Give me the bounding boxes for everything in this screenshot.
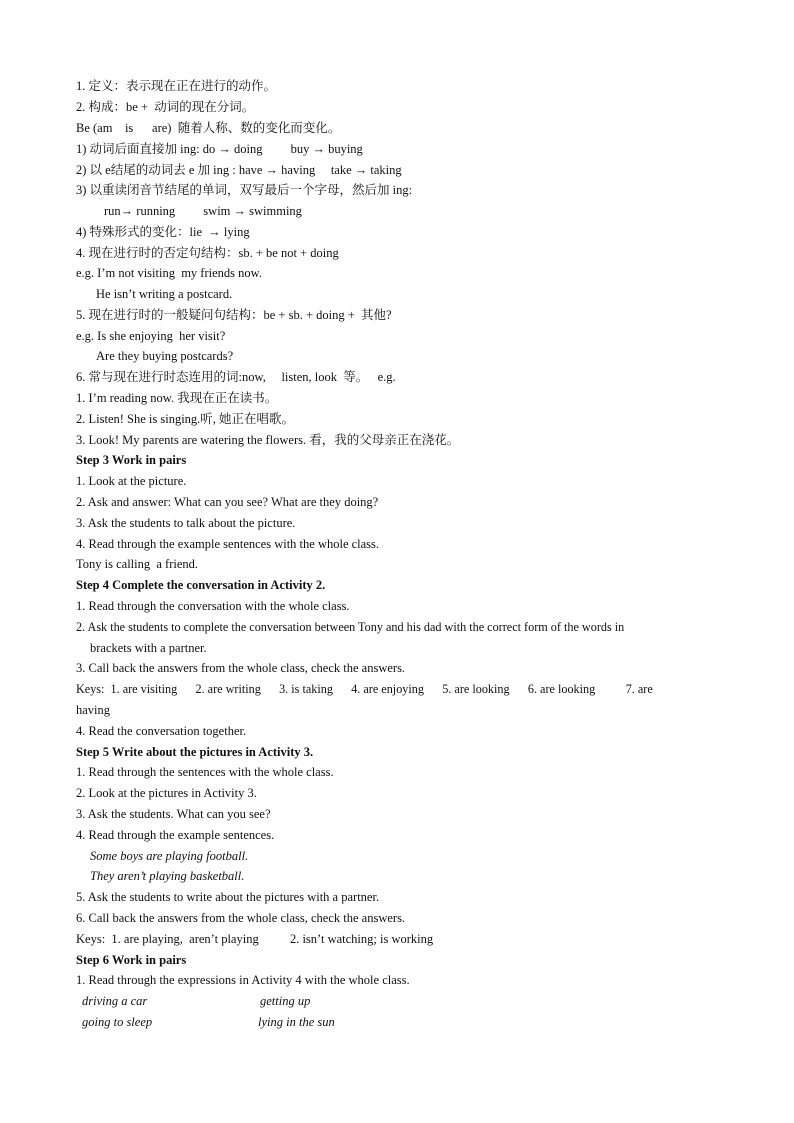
section-heading: Step 4 Complete the conversation in Activity 2. [76,578,326,592]
text-line: 4. Read through the example sentences. [76,828,275,842]
section-heading: Step 3 Work in pairs [76,453,187,467]
text-line: 4) 特殊形式的变化：lie → lying [76,225,250,239]
text-line: 6. 常与现在进行时态连用的词:now, listen, look 等。 e.g. [76,370,396,384]
example-sentence: They aren’t playing basketball. [90,869,245,883]
text-line: Are they buying postcards? [96,349,234,363]
text-line: 3. Call back the answers from the whole class, check the answers. [76,661,406,675]
example-sentence: Some boys are playing football. [90,849,249,863]
text-line: 4. Read through the example sentences with the whole class. [76,537,380,551]
section-heading: Step 6 Work in pairs [76,953,187,967]
text-line: 1. 定义：表示现在正在进行的动作。 [76,79,277,93]
text-line: e.g. I’m not visiting my friends now. [76,266,262,280]
expression-item: driving a car [82,994,148,1008]
text-line: 3. Ask the students. What can you see? [76,807,271,821]
text-line: Be (am is are) 随着人称、数的变化而变化。 [76,121,341,135]
text-line: 6. Call back the answers from the whole class, check the answers. [76,911,406,925]
text-line: 2) 以 e结尾的动词去 e 加 ing : have → having take → taking [76,163,402,177]
text-line: 2. Ask and answer: What can you see? What are they doing? [76,495,379,509]
text-line: 3) 以重读闭音节结尾的单词，双写最后一个字母，然后加 ing: [76,183,413,197]
text-line: e.g. Is she enjoying her visit? [76,329,226,343]
text-line: 3. Ask the students to talk about the picture. [76,516,296,530]
text-line: 4. 现在进行时的否定句结构：sb. + be not + doing [76,246,339,260]
text-line: He isn’t writing a postcard. [96,287,233,301]
text-line: 1. Read through the conversation with the whole class. [76,599,350,613]
text-line: 1. Read through the expressions in Activity 4 with the whole class. [76,973,410,987]
expression-item: getting up [260,994,311,1008]
text-line: having [76,703,111,717]
text-line: Tony is calling a friend. [76,557,199,571]
expression-item: going to sleep [82,1015,153,1029]
text-line: 1. I’m reading now. 我现在正在读书。 [76,391,278,405]
text-line: 1. Read through the sentences with the whole class. [76,765,334,779]
expression-item: lying in the sun [258,1015,335,1029]
text-line: brackets with a partner. [90,641,207,655]
text-line: 5. Ask the students to write about the pictures with a partner. [76,890,380,904]
text-line: 1) 动词后面直接加 ing: do → doing buy → buying [76,142,363,156]
text-line: 5. 现在进行时的一般疑问句结构：be + sb. + doing + 其他? [76,308,392,322]
text-line: 2. Listen! She is singing.听, 她正在唱歌。 [76,412,295,426]
text-line: run→ running swim → swimming [104,204,302,218]
text-line: 2. Look at the pictures in Activity 3. [76,786,257,800]
text-line: 3. Look! My parents are watering the flowers. 看，我的父母亲正在浇花。 [76,433,460,447]
text-line: Keys: 1. are visiting 2. are writing 3. is taking 4. are enjoying 5. are looking 6. are looking 7. are [76,682,653,696]
section-heading: Step 5 Write about the pictures in Activity 3. [76,745,314,759]
text-line: 2. Ask the students to complete the conversation between Tony and his dad with the correct form of the words in [76,620,625,634]
text-line: Keys: 1. are playing, aren’t playing 2. isn’t watching; is working [76,932,434,946]
text-line: 4. Read the conversation together. [76,724,247,738]
text-line: 1. Look at the picture. [76,474,187,488]
text-line: 2. 构成：be + 动词的现在分词。 [76,100,255,114]
